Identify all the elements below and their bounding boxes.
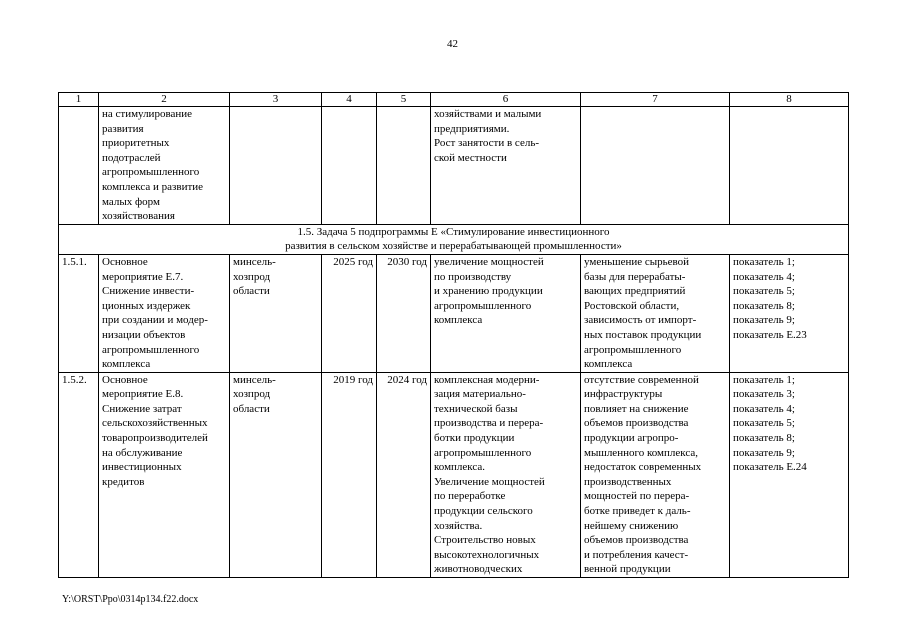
column-number-row: [59, 93, 849, 107]
empty-cell: [230, 107, 322, 225]
continuation-row: [59, 107, 849, 225]
section-heading: [59, 224, 849, 254]
measure-name-cell: на стимулирование развития приоритетных подотраслей агропромышленного комплекса и развитие малых форм хозяйствования: [99, 107, 230, 225]
row-number: 1.5.2.: [59, 372, 99, 577]
end-year-cell: 2030 год: [377, 254, 431, 372]
file-path-footer: Y:\ORST\Ppo\0314p134.f22.docx: [62, 594, 199, 605]
section-heading-line1: 1.5. Задача 5 подпрограммы Е «Стимулирование инвестиционного: [297, 225, 610, 238]
consequence-cell: уменьшение сырьевой базы для перерабаты- вающих предприятий Ростовской области, зависимость от импорт- ных поставок продукции агропромышленного комплекса: [581, 254, 730, 372]
end-year-cell: 2024 год: [377, 372, 431, 577]
column-number: 7: [581, 93, 730, 107]
column-number: 2: [99, 93, 230, 107]
measure-name-cell: Основное мероприятие Е.8. Снижение затрат сельскохозяйственных товаропроизводителей на обслуживание инвестиционных кредитов: [99, 372, 230, 577]
column-number: 5: [377, 93, 431, 107]
empty-cell: [322, 107, 377, 225]
table-row: [59, 254, 849, 372]
executor-cell: минсель- хозпрод области: [230, 254, 322, 372]
start-year-cell: 2025 год: [322, 254, 377, 372]
empty-cell: [581, 107, 730, 225]
empty-cell: [377, 107, 431, 225]
empty-cell: [59, 107, 99, 225]
indicators-cell: показатель 1; показатель 3; показатель 4; показатель 5; показатель 8; показатель 9; показатель Е.24: [730, 372, 849, 577]
column-number: 3: [230, 93, 322, 107]
executor-cell: минсель- хозпрод области: [230, 372, 322, 577]
start-year-cell: 2019 год: [322, 372, 377, 577]
section-heading-row: [59, 224, 849, 254]
empty-cell: [730, 107, 849, 225]
indicators-cell: показатель 1; показатель 4; показатель 5; показатель 8; показатель 9; показатель Е.23: [730, 254, 849, 372]
measures-table: [58, 92, 849, 578]
column-number: 6: [431, 93, 581, 107]
table-row: [59, 372, 849, 577]
measure-name-cell: Основное мероприятие Е.7. Снижение инвести- ционных издержек при создании и модер- низации объектов агропромышленного комплекса: [99, 254, 230, 372]
consequence-cell: отсутствие современной инфраструктуры повлияет на снижение объемов производства продукции агропро- мышленного комплекса, недостаток современных производственных мощностей по перера- ботке приведет к даль- нейшему снижению объемов производства и потребления качест- венной продукции: [581, 372, 730, 577]
column-number: 1: [59, 93, 99, 107]
result-cell: увеличение мощностей по производству и хранению продукции агропромышленного комплекса: [431, 254, 581, 372]
result-cell: хозяйствами и малыми предприятиями. Рост занятости в сель- ской местности: [431, 107, 581, 225]
result-cell: комплексная модерни- зация материально- технической базы производства и перера- ботки продукции агропромышленного комплекса. Увеличение мощностей по переработке продукции сельского хозяйства. Строительство новых высокотехнологичных животноводческих: [431, 372, 581, 577]
row-number: 1.5.1.: [59, 254, 99, 372]
page-number: 42: [447, 38, 458, 50]
column-number: 4: [322, 93, 377, 107]
section-heading-line2: развития в сельском хозяйстве и перерабатывающей промышленности»: [285, 240, 622, 253]
column-number: 8: [730, 93, 849, 107]
